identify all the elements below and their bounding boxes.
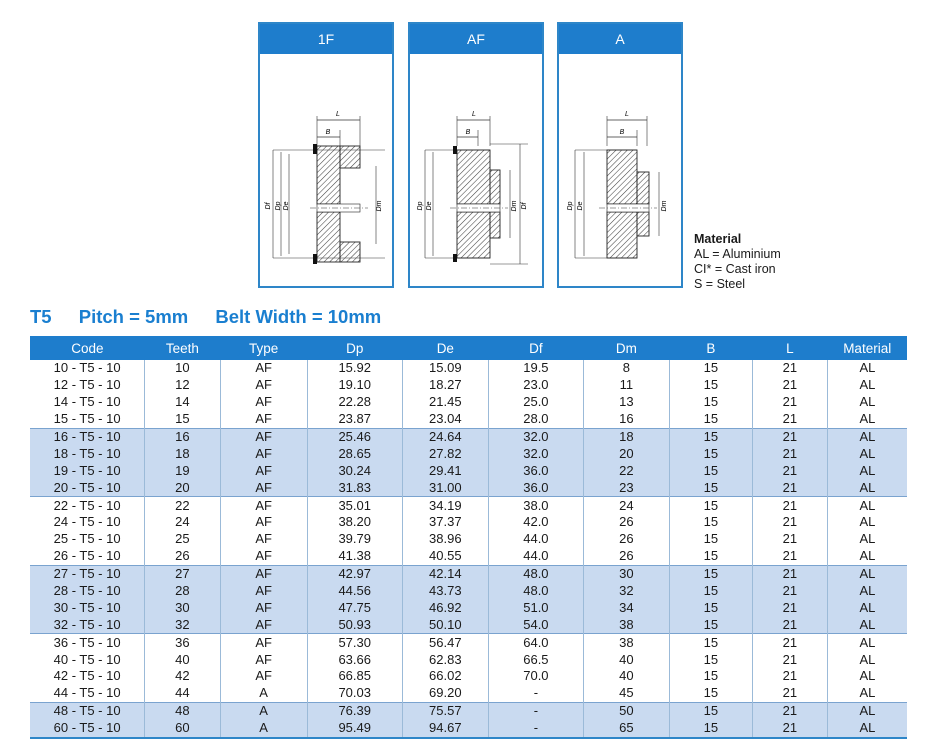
table-cell: 23.04 <box>402 411 488 428</box>
table-cell: 15 <box>669 428 752 445</box>
table-row <box>30 651 907 668</box>
table-cell: AF <box>220 514 307 531</box>
table-cell: 34 <box>583 599 669 616</box>
table-cell: 21 <box>752 583 827 600</box>
table-header-row <box>30 336 907 360</box>
table-cell: 30.24 <box>307 462 402 479</box>
table-cell: 12 - T5 - 10 <box>53 377 121 393</box>
table-cell: 44.56 <box>307 583 402 600</box>
table-cell: AL <box>827 668 907 685</box>
table-cell: 66.5 <box>488 651 583 668</box>
table-cell: 15.92 <box>307 360 402 377</box>
dim-l-label: L <box>625 111 629 118</box>
table-cell: 32 - T5 - 10 <box>30 616 145 633</box>
table-cell: 36 <box>145 634 220 651</box>
table-row <box>30 720 907 738</box>
column-header: Material <box>827 336 907 360</box>
table-cell: 24 <box>583 497 669 514</box>
table-cell: 69.20 <box>402 685 488 702</box>
table-cell: 47.75 <box>307 599 402 616</box>
table-cell: 22 <box>583 462 669 479</box>
table-cell: 27.82 <box>402 445 488 462</box>
table-cell: AL <box>827 651 907 668</box>
table-row <box>30 599 907 616</box>
table-cell: AL <box>827 462 907 479</box>
table-row <box>30 394 907 411</box>
table-cell: AL <box>827 531 907 548</box>
table-row <box>30 377 907 394</box>
table-cell: 21 <box>752 428 827 445</box>
table-cell: 43.73 <box>402 583 488 600</box>
table-cell: 21 <box>752 616 827 633</box>
table-cell: 21 <box>752 599 827 616</box>
table-row <box>30 531 907 548</box>
table-cell: AF <box>220 634 307 651</box>
table-cell: 21 <box>752 668 827 685</box>
table-cell: AF <box>220 616 307 633</box>
dim-dm-label: Dm <box>376 200 383 212</box>
table-cell: 21 <box>752 531 827 548</box>
table-cell: 31.00 <box>402 479 488 496</box>
table-row <box>30 668 907 685</box>
table-cell: 30 <box>583 565 669 582</box>
table-cell: 36 - T5 - 10 <box>30 634 145 651</box>
table-cell: 10 - T5 - 10 <box>53 360 121 376</box>
table-cell: 75.57 <box>402 702 488 719</box>
table-cell: 50.93 <box>307 616 402 633</box>
table-cell: 36.0 <box>488 462 583 479</box>
table-cell: A <box>220 702 307 719</box>
column-header: Df <box>488 336 583 360</box>
table-cell: 15 <box>669 685 752 702</box>
table-cell: AF <box>220 394 307 411</box>
material-title: Material <box>694 232 742 246</box>
table-cell: 15 <box>669 531 752 548</box>
table-cell: AL <box>827 548 907 565</box>
table-cell: AL <box>827 634 907 651</box>
table-cell: 48.0 <box>488 583 583 600</box>
table-row <box>30 616 907 633</box>
table-cell: 23.87 <box>307 411 402 428</box>
table-cell: 11 <box>583 377 669 394</box>
table-cell: 21 <box>752 411 827 428</box>
table-cell: AL <box>827 377 907 394</box>
table-cell: 25 - T5 - 10 <box>53 531 121 547</box>
table-cell: AF <box>220 651 307 668</box>
table-cell: 14 <box>145 394 220 411</box>
table-cell: - <box>488 702 583 719</box>
dim-dp-label: Dp <box>417 201 424 211</box>
table-cell: 26 <box>583 514 669 531</box>
table-cell: 66.02 <box>402 668 488 685</box>
table-cell: - <box>488 685 583 702</box>
table-cell: 15 <box>669 394 752 411</box>
table-cell: 21 <box>752 462 827 479</box>
table-row <box>30 702 907 719</box>
table-cell: 21 <box>752 514 827 531</box>
material-legend <box>694 232 781 292</box>
table-cell: 21 <box>752 360 827 377</box>
table-cell: 51.0 <box>488 599 583 616</box>
column-header: De <box>402 336 488 360</box>
material-line: CI* = Cast iron <box>694 262 776 276</box>
dim-l-label: L <box>472 111 476 118</box>
table-cell: 38 <box>583 616 669 633</box>
dim-l-label: L <box>336 111 340 118</box>
table-cell: 44 <box>145 685 220 702</box>
table-cell: 94.67 <box>402 720 488 738</box>
table-cell: 18 <box>145 445 220 462</box>
table-row <box>30 583 907 600</box>
table-cell: AF <box>220 462 307 479</box>
table-cell: 21 <box>752 479 827 496</box>
table-cell: 19 <box>145 462 220 479</box>
table-cell: 38.96 <box>402 531 488 548</box>
material-line: S = Steel <box>694 277 746 291</box>
material-line: AL = Aluminium <box>694 247 781 261</box>
table-row <box>30 634 907 651</box>
table-cell: AF <box>220 411 307 428</box>
card-title: AF <box>410 24 542 54</box>
table-cell: 34.19 <box>402 497 488 514</box>
table-body <box>30 360 907 738</box>
table-cell: 21 <box>752 497 827 514</box>
table-cell: 54.0 <box>488 616 583 633</box>
table-row <box>30 479 907 496</box>
table-cell: 20 - T5 - 10 <box>30 479 145 496</box>
table-cell: 21 <box>752 377 827 394</box>
table-cell: 42 - T5 - 10 <box>53 668 121 684</box>
table-row <box>30 428 907 445</box>
table-cell: 70.0 <box>488 668 583 685</box>
table-cell: 18.27 <box>402 377 488 394</box>
table-cell: AF <box>220 668 307 685</box>
table-cell: 50 <box>583 702 669 719</box>
table-row <box>30 685 907 702</box>
table-cell: 19.5 <box>488 360 583 377</box>
table-cell: 36.0 <box>488 479 583 496</box>
table-cell: 60 <box>145 720 220 738</box>
table-cell: 15 <box>669 548 752 565</box>
table-cell: 63.66 <box>307 651 402 668</box>
table-cell: AL <box>827 685 907 702</box>
table-cell: 28.65 <box>307 445 402 462</box>
table-cell: 15 <box>669 411 752 428</box>
card-title: A <box>559 24 681 54</box>
table-cell: 15 <box>669 377 752 394</box>
profile-code: T5 <box>30 306 52 327</box>
table-cell: AF <box>220 548 307 565</box>
table-cell: 42 <box>145 668 220 685</box>
table-cell: 21 <box>752 702 827 719</box>
table-cell: AL <box>827 394 907 411</box>
column-header: Dm <box>583 336 669 360</box>
table-cell: AL <box>827 411 907 428</box>
table-cell: AF <box>220 428 307 445</box>
table-cell: 13 <box>583 394 669 411</box>
pulley-spec-table <box>30 336 907 739</box>
table-cell: 28.0 <box>488 411 583 428</box>
table-cell: 95.49 <box>307 720 402 738</box>
table-cell: 31.83 <box>307 479 402 496</box>
table-cell: AF <box>220 377 307 394</box>
table-cell: 30 - T5 - 10 <box>30 599 145 616</box>
table-cell: 48 <box>145 702 220 719</box>
table-cell: 21 <box>752 445 827 462</box>
table-cell: 25.0 <box>488 394 583 411</box>
dim-df-label: Df <box>521 202 528 210</box>
table-cell: 30 <box>145 599 220 616</box>
table-cell: 64.0 <box>488 634 583 651</box>
section-heading <box>30 306 403 328</box>
table-cell: 39.79 <box>307 531 402 548</box>
dim-b-label: B <box>619 129 625 136</box>
table-cell: 23 <box>583 479 669 496</box>
table-cell: 21 <box>752 720 827 738</box>
table-cell: 42.14 <box>402 565 488 582</box>
table-cell: 25.46 <box>307 428 402 445</box>
table-cell: 32.0 <box>488 428 583 445</box>
table-row <box>30 497 907 514</box>
table-cell: AF <box>220 479 307 496</box>
table-cell: 15 <box>669 360 752 377</box>
table-cell: 15 - T5 - 10 <box>53 411 121 427</box>
table-cell: 21 <box>752 634 827 651</box>
table-cell: 45 <box>583 685 669 702</box>
table-cell: 28 - T5 - 10 <box>30 583 145 600</box>
table-cell: 44.0 <box>488 548 583 565</box>
table-cell: AL <box>827 428 907 445</box>
table-cell: AL <box>827 616 907 633</box>
table-cell: A <box>220 685 307 702</box>
table-cell: 41.38 <box>307 548 402 565</box>
table-cell: 38 <box>583 634 669 651</box>
table-row <box>30 514 907 531</box>
table-cell: 40 <box>583 651 669 668</box>
table-cell: AF <box>220 531 307 548</box>
table-cell: AF <box>220 565 307 582</box>
table-cell: 24 <box>145 514 220 531</box>
table-cell: 19 - T5 - 10 <box>30 462 145 479</box>
pulley-af-drawing <box>410 54 542 286</box>
table-cell: 32.0 <box>488 445 583 462</box>
table-cell: AF <box>220 445 307 462</box>
table-cell: 21 <box>752 685 827 702</box>
table-cell: 42.97 <box>307 565 402 582</box>
table-cell: 12 <box>145 377 220 394</box>
table-cell: 18 - T5 - 10 <box>30 445 145 462</box>
table-cell: A <box>220 720 307 738</box>
table-cell: 15 <box>145 411 220 428</box>
dim-de-label: De <box>577 201 584 211</box>
table-cell: 24 - T5 - 10 <box>53 514 121 530</box>
table-cell: 15 <box>669 479 752 496</box>
table-cell: 15 <box>669 720 752 738</box>
dim-dm-label: Dm <box>511 200 518 212</box>
table-cell: 16 <box>145 428 220 445</box>
table-row <box>30 411 907 428</box>
table-cell: AF <box>220 583 307 600</box>
table-cell: 14 - T5 - 10 <box>53 394 121 410</box>
table-cell: AF <box>220 497 307 514</box>
table-cell: AL <box>827 565 907 582</box>
table-cell: 15 <box>669 599 752 616</box>
table-row <box>30 462 907 479</box>
type-card-1f <box>258 22 394 288</box>
type-card-a <box>557 22 683 288</box>
dim-dp-label: Dp <box>567 201 574 211</box>
pulley-a-drawing <box>559 54 681 286</box>
table-cell: 15 <box>669 565 752 582</box>
table-cell: 26 <box>583 548 669 565</box>
table-cell: 22 <box>145 497 220 514</box>
table-cell: AF <box>220 599 307 616</box>
table-cell: 42.0 <box>488 514 583 531</box>
table-cell: AL <box>827 479 907 496</box>
table-cell: AL <box>827 720 907 738</box>
table-cell: 50.10 <box>402 616 488 633</box>
table-row <box>30 548 907 565</box>
table-cell: 25 <box>145 531 220 548</box>
table-cell: 27 <box>145 565 220 582</box>
table-cell: 40.55 <box>402 548 488 565</box>
table-cell: 15 <box>669 634 752 651</box>
table-cell: 15 <box>669 583 752 600</box>
column-header: Teeth <box>145 336 220 360</box>
table-cell: 15 <box>669 702 752 719</box>
card-title: 1F <box>260 24 392 54</box>
table-cell: 38.20 <box>307 514 402 531</box>
table-cell: 15.09 <box>402 360 488 377</box>
table-cell: 15 <box>669 616 752 633</box>
column-header: Code <box>30 336 145 360</box>
belt-width-label: Belt Width = 10mm <box>215 306 382 327</box>
table-cell: - <box>488 720 583 738</box>
table-cell: 21 <box>752 651 827 668</box>
column-header: B <box>669 336 752 360</box>
table-row <box>30 565 907 582</box>
table-cell: 48 - T5 - 10 <box>30 702 145 719</box>
table-cell: 26 - T5 - 10 <box>53 548 121 564</box>
table-cell: 27 - T5 - 10 <box>30 565 145 582</box>
table-cell: 32 <box>145 616 220 633</box>
table-cell: AL <box>827 445 907 462</box>
table-cell: 21.45 <box>402 394 488 411</box>
column-header: L <box>752 336 827 360</box>
table-cell: 20 <box>145 479 220 496</box>
column-header: Type <box>220 336 307 360</box>
table-cell: AL <box>827 360 907 377</box>
table-cell: 46.92 <box>402 599 488 616</box>
table-cell: AL <box>827 497 907 514</box>
table-cell: 15 <box>669 462 752 479</box>
table-cell: 10 <box>145 360 220 377</box>
table-cell: 23.0 <box>488 377 583 394</box>
table-cell: 16 <box>583 411 669 428</box>
dim-b-label: B <box>325 129 331 136</box>
table-cell: AL <box>827 514 907 531</box>
dim-de-label: De <box>426 201 433 211</box>
table-row <box>30 445 907 462</box>
table-cell: 15 <box>669 514 752 531</box>
table-cell: AF <box>220 360 307 377</box>
column-header: Dp <box>307 336 402 360</box>
table-cell: 40 <box>583 668 669 685</box>
table-cell: 37.37 <box>402 514 488 531</box>
table-cell: AL <box>827 583 907 600</box>
table-cell: 22.28 <box>307 394 402 411</box>
table-cell: 66.85 <box>307 668 402 685</box>
table-cell: 76.39 <box>307 702 402 719</box>
table-cell: 70.03 <box>307 685 402 702</box>
table-cell: 26 <box>583 531 669 548</box>
table-cell: 62.83 <box>402 651 488 668</box>
table-cell: 28 <box>145 583 220 600</box>
table-cell: 22 - T5 - 10 <box>30 497 145 514</box>
table-cell: 60 - T5 - 10 <box>30 720 145 738</box>
table-cell: 29.41 <box>402 462 488 479</box>
dim-dp-label: Dp <box>275 201 282 211</box>
table-cell: 16 - T5 - 10 <box>30 428 145 445</box>
table-cell: 57.30 <box>307 634 402 651</box>
table-cell: 35.01 <box>307 497 402 514</box>
pitch-label: Pitch = 5mm <box>78 306 189 327</box>
table-cell: 21 <box>752 565 827 582</box>
table-cell: 8 <box>583 360 669 377</box>
table-cell: 15 <box>669 497 752 514</box>
dim-dm-label: Dm <box>661 200 668 212</box>
dim-b-label: B <box>465 129 471 136</box>
table-cell: 21 <box>752 548 827 565</box>
table-cell: 21 <box>752 394 827 411</box>
table-cell: 44 - T5 - 10 <box>53 685 121 701</box>
dim-df-label: Df <box>265 202 272 210</box>
table-cell: 44.0 <box>488 531 583 548</box>
table-cell: 56.47 <box>402 634 488 651</box>
type-card-af <box>408 22 544 288</box>
table-cell: 40 - T5 - 10 <box>53 651 121 667</box>
table-cell: 20 <box>583 445 669 462</box>
dim-de-label: De <box>283 201 290 211</box>
table-cell: 32 <box>583 583 669 600</box>
table-cell: 18 <box>583 428 669 445</box>
table-cell: 40 <box>145 651 220 668</box>
table-cell: 15 <box>669 668 752 685</box>
table-cell: 15 <box>669 445 752 462</box>
table-cell: AL <box>827 599 907 616</box>
table-cell: 65 <box>583 720 669 738</box>
table-cell: 24.64 <box>402 428 488 445</box>
table-cell: 26 <box>145 548 220 565</box>
pulley-1f-drawing <box>260 54 392 286</box>
table-cell: AL <box>827 702 907 719</box>
table-cell: 38.0 <box>488 497 583 514</box>
table-cell: 15 <box>669 651 752 668</box>
table-cell: 48.0 <box>488 565 583 582</box>
table-cell: 19.10 <box>307 377 402 394</box>
table-row <box>30 360 907 377</box>
